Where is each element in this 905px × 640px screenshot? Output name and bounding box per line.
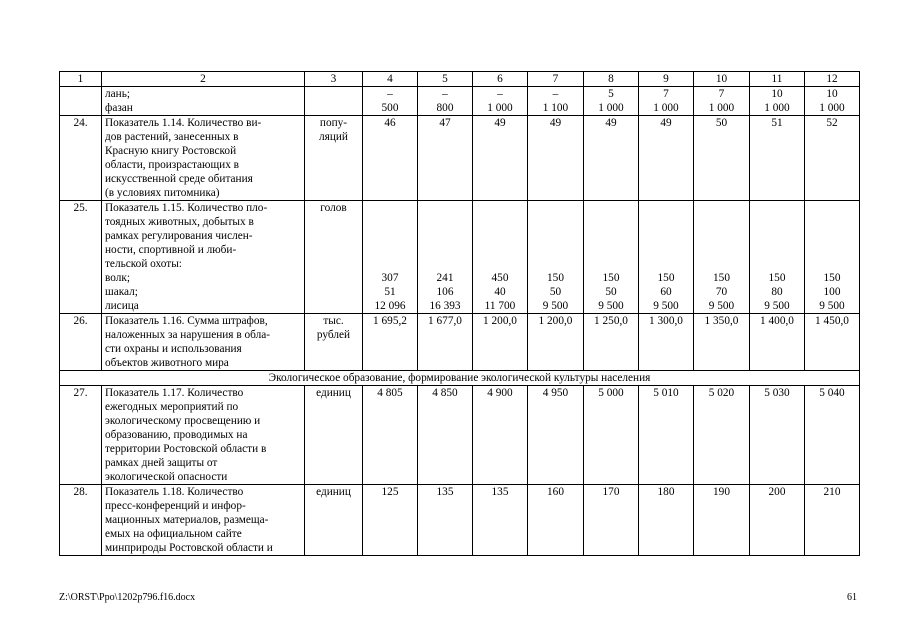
year-value: – 800 — [418, 87, 473, 116]
year-value: 450 40 11 700 — [473, 201, 528, 314]
indicator-name: Показатель 1.18. Количество пресс-конференций и инфор- мационных материалов, размеща- емых на официальном сайте минприроды Ростовской области и — [102, 485, 305, 556]
file-path: Z:\ORST\Ppo\1202p796.f16.docx — [59, 592, 196, 603]
year-value: 5 030 — [750, 386, 805, 485]
indicator-name: Показатель 1.16. Сумма штрафов, наложенных за нарушения в обла- сти охраны и использования объектов животного мира — [102, 314, 305, 371]
year-value: 1 400,0 — [750, 314, 805, 371]
year-value: 1 695,2 — [363, 314, 418, 371]
indicator-name: Показатель 1.15. Количество пло- тоядных животных, добытых в рамках регулирования числен- ности, спортивной и люби- тельской охоты: волк; шакал; лисица — [102, 201, 305, 314]
unit-of-measure: единиц — [305, 485, 363, 556]
year-value: 200 — [750, 485, 805, 556]
indicator-name: лань; фазан — [102, 87, 305, 116]
year-value: 5 010 — [639, 386, 694, 485]
column-header: 8 — [584, 72, 639, 87]
column-header: 5 — [418, 72, 473, 87]
year-value: 190 — [694, 485, 750, 556]
column-header: 10 — [694, 72, 750, 87]
year-value: 7 1 000 — [694, 87, 750, 116]
year-value: 5 1 000 — [584, 87, 639, 116]
year-value: 180 — [639, 485, 694, 556]
column-header: 7 — [528, 72, 584, 87]
table-row — [60, 116, 860, 201]
year-value: 10 1 000 — [750, 87, 805, 116]
year-value: 49 — [639, 116, 694, 201]
unit-of-measure: попу- ляций — [305, 116, 363, 201]
row-number — [60, 87, 102, 116]
year-value: 170 — [584, 485, 639, 556]
year-value: 46 — [363, 116, 418, 201]
section-row — [60, 371, 860, 386]
row-number: 25. — [60, 201, 102, 314]
year-value: 160 — [528, 485, 584, 556]
year-value: 241 106 16 393 — [418, 201, 473, 314]
table-row — [60, 485, 860, 556]
header-row — [60, 72, 860, 87]
year-value: 150 50 9 500 — [584, 201, 639, 314]
year-value: 1 677,0 — [418, 314, 473, 371]
unit-of-measure — [305, 87, 363, 116]
year-value: 150 80 9 500 — [750, 201, 805, 314]
year-value: 5 020 — [694, 386, 750, 485]
year-value: 150 100 9 500 — [805, 201, 860, 314]
year-value: 4 850 — [418, 386, 473, 485]
year-value: 125 — [363, 485, 418, 556]
indicators-table — [59, 71, 860, 556]
table-row — [60, 386, 860, 485]
year-value: 135 — [418, 485, 473, 556]
year-value: 5 000 — [584, 386, 639, 485]
year-value: 4 900 — [473, 386, 528, 485]
column-header: 11 — [750, 72, 805, 87]
row-number: 24. — [60, 116, 102, 201]
column-header: 1 — [60, 72, 102, 87]
table-row — [60, 201, 860, 314]
year-value: 49 — [473, 116, 528, 201]
row-number: 28. — [60, 485, 102, 556]
year-value: 7 1 000 — [639, 87, 694, 116]
year-value: 1 200,0 — [528, 314, 584, 371]
column-header: 9 — [639, 72, 694, 87]
indicator-name: Показатель 1.14. Количество ви- дов растений, занесенных в Красную книгу Ростовской области, произрастающих в искусственной среде обитания (в условиях питомника) — [102, 116, 305, 201]
year-value: 135 — [473, 485, 528, 556]
year-value: 150 50 9 500 — [528, 201, 584, 314]
unit-of-measure: тыс. рублей — [305, 314, 363, 371]
row-number: 26. — [60, 314, 102, 371]
year-value: – 1 100 — [528, 87, 584, 116]
unit-of-measure: голов — [305, 201, 363, 314]
year-value: 4 950 — [528, 386, 584, 485]
year-value: 51 — [750, 116, 805, 201]
section-title: Экологическое образование, формирование экологической культуры населения — [60, 371, 860, 386]
year-value: 47 — [418, 116, 473, 201]
row-number: 27. — [60, 386, 102, 485]
year-value: 49 — [584, 116, 639, 201]
page-number: 61 — [847, 592, 857, 603]
year-value: 1 200,0 — [473, 314, 528, 371]
column-header: 6 — [473, 72, 528, 87]
year-value: – 1 000 — [473, 87, 528, 116]
column-header: 3 — [305, 72, 363, 87]
year-value: 1 450,0 — [805, 314, 860, 371]
year-value: 150 70 9 500 — [694, 201, 750, 314]
table-row — [60, 314, 860, 371]
column-header: 4 — [363, 72, 418, 87]
column-header: 2 — [102, 72, 305, 87]
year-value: 52 — [805, 116, 860, 201]
column-header: 12 — [805, 72, 860, 87]
year-value: 4 805 — [363, 386, 418, 485]
year-value: 5 040 — [805, 386, 860, 485]
unit-of-measure: единиц — [305, 386, 363, 485]
year-value: 1 350,0 — [694, 314, 750, 371]
year-value: 307 51 12 096 — [363, 201, 418, 314]
year-value: 150 60 9 500 — [639, 201, 694, 314]
year-value: 1 250,0 — [584, 314, 639, 371]
year-value: 10 1 000 — [805, 87, 860, 116]
table-row — [60, 87, 860, 116]
year-value: 1 300,0 — [639, 314, 694, 371]
year-value: 210 — [805, 485, 860, 556]
year-value: 49 — [528, 116, 584, 201]
year-value: – 500 — [363, 87, 418, 116]
year-value: 50 — [694, 116, 750, 201]
indicator-name: Показатель 1.17. Количество ежегодных мероприятий по экологическому просвещению и образованию, проводимых на территории Ростовской области в рамках дней защиты от экологической опасности — [102, 386, 305, 485]
